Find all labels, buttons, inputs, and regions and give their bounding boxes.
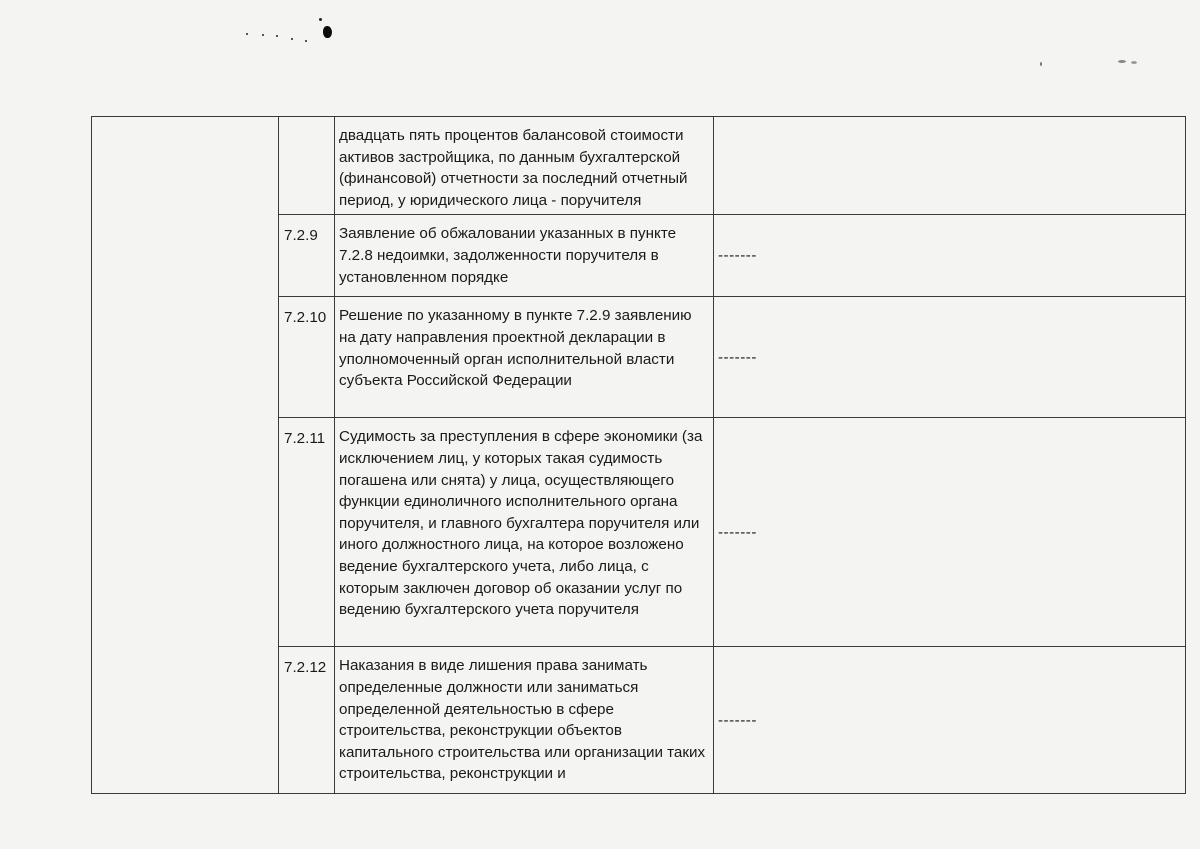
scan-speck xyxy=(319,18,322,21)
scan-speck xyxy=(1118,60,1126,63)
scan-speck xyxy=(1131,61,1137,64)
row-number: 7.2.12 xyxy=(279,647,335,794)
row-value: ------- xyxy=(714,418,1186,647)
scan-speck xyxy=(305,40,307,42)
row-text: Наказания в виде лишения права занимать определенные должности или заниматься определенной деятельностью в сфере строительства, реконструкции объектов капитального строительства или организации таких строительства, реконструкции и xyxy=(335,647,714,794)
scan-speck xyxy=(262,34,264,36)
row-number: 7.2.9 xyxy=(279,215,335,297)
row-text: Заявление об обжаловании указанных в пункте 7.2.8 недоимки, задолженности поручителя в установленном порядке xyxy=(335,215,714,297)
row-number: 7.2.11 xyxy=(279,418,335,647)
row-value: ------- xyxy=(714,215,1186,297)
row-text: Решение по указанному в пункте 7.2.9 заявлению на дату направления проектной декларации в уполномоченный орган исполнительной власти субъекта Российской Федерации xyxy=(335,297,714,418)
requirements-table xyxy=(91,116,1186,794)
row-value xyxy=(714,117,1186,215)
row-text: двадцать пять процентов балансовой стоимости активов застройщика, по данным бухгалтерской (финансовой) отчетности за последний отчетный период, у юридического лица - поручителя xyxy=(335,117,714,215)
scan-speck xyxy=(1040,62,1042,66)
row-number xyxy=(279,117,335,215)
row-number: 7.2.10 xyxy=(279,297,335,418)
row-value: ------- xyxy=(714,647,1186,794)
row-text: Судимость за преступления в сфере экономики (за исключением лиц, у которых такая судимость погашена или снята) у лица, осуществляющего функции единоличного исполнительного органа поручителя, и главного бухгалтера поручителя или иного должностного лица, на которое возложено ведение бухгалтерского учета, либо лица, с которым заключен договор об оказании услуг по ведению бухгалтерского учета поручителя xyxy=(335,418,714,647)
table-row xyxy=(92,117,1186,215)
row-value: ------- xyxy=(714,297,1186,418)
scan-mark xyxy=(323,26,332,38)
scan-speck xyxy=(246,33,248,35)
scan-speck xyxy=(276,35,278,37)
blank-section-cell xyxy=(92,117,279,794)
scan-speck xyxy=(291,38,293,40)
